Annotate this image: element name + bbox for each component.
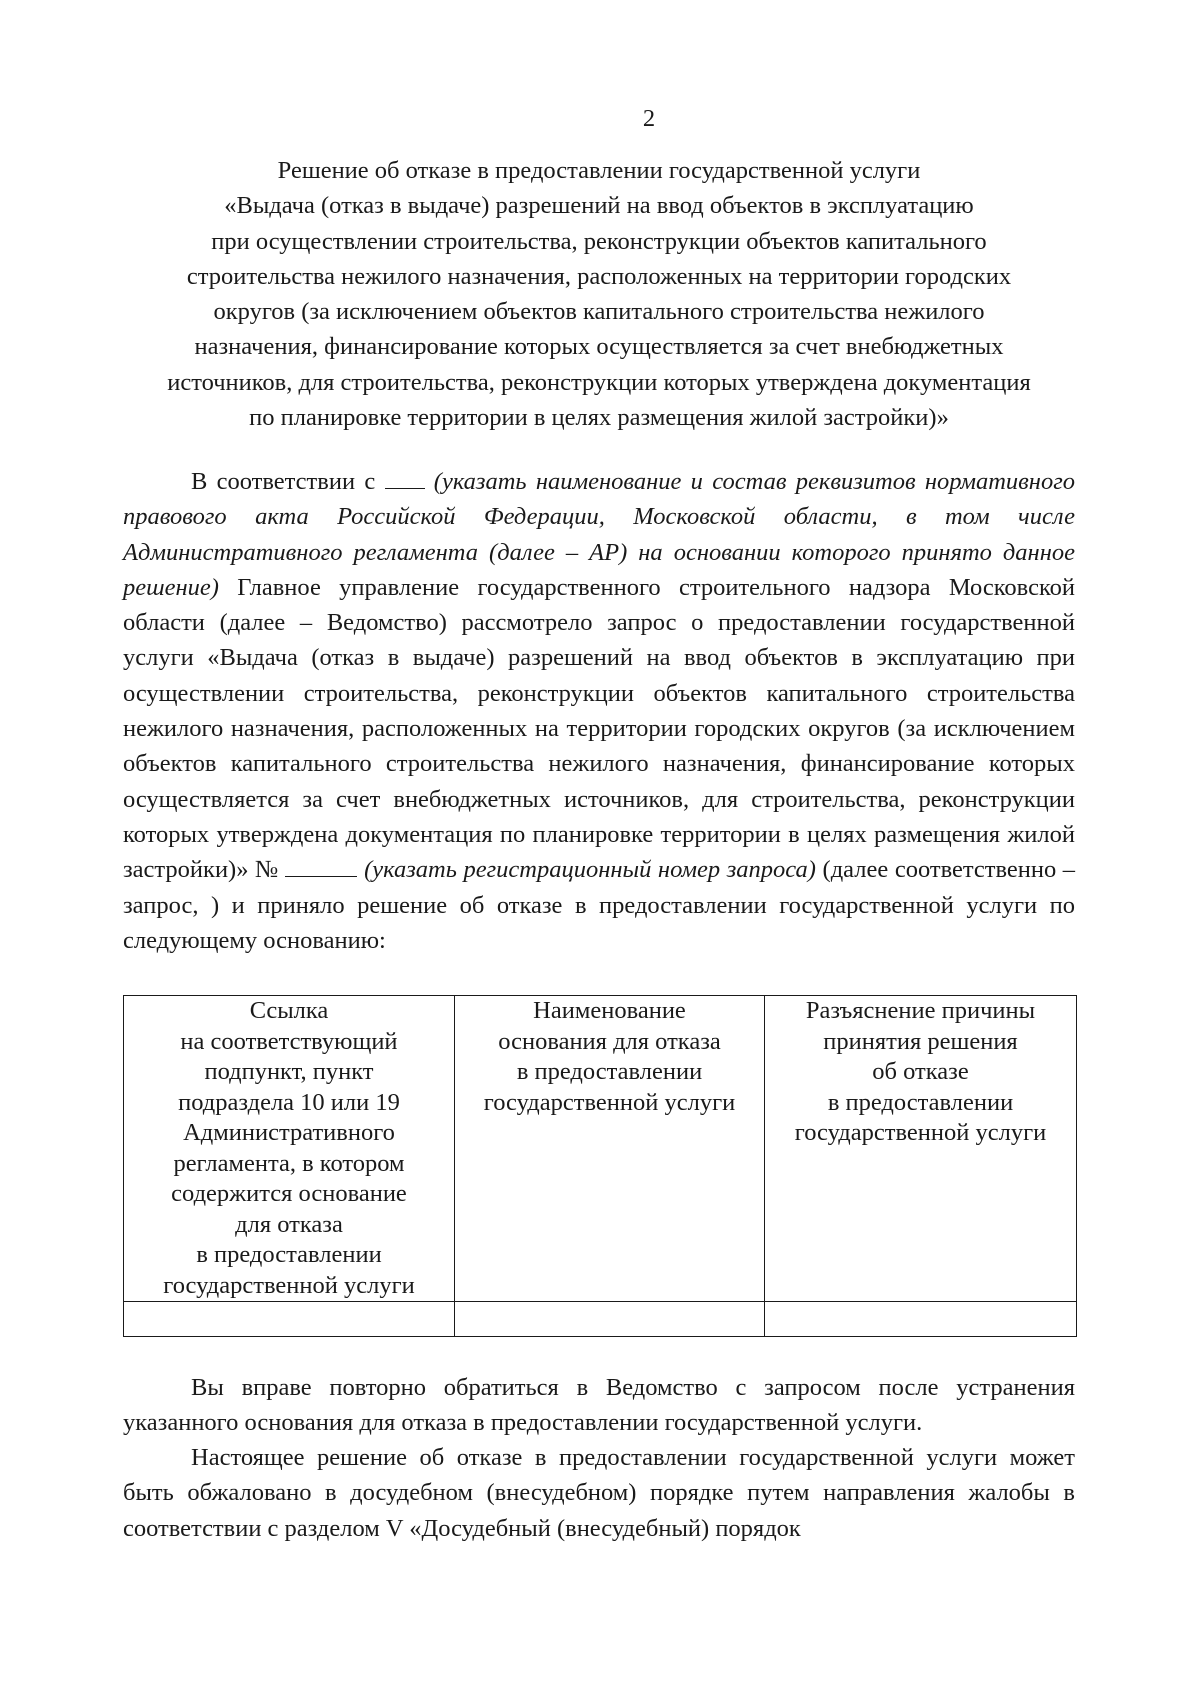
title-line: Решение об отказе в предоставлении государственной услуги [277, 157, 921, 184]
blank-legal-act [385, 466, 425, 489]
page-number: 2 [642, 105, 656, 132]
document-title [123, 153, 1075, 435]
title-line: округов (за исключением объектов капитального строительства нежилого [213, 298, 985, 326]
table-cell-empty [765, 1302, 1077, 1337]
repeat-request-paragraph: Вы вправе повторно обратиться в Ведомство с запросом после устранения указанного основания для отказа в предоставлении государственной услуги. [123, 1374, 1075, 1437]
header-cell-reason-name: Наименование основания для отказа в предоставлении государственной услуги [455, 996, 765, 1302]
title-line: по планировке территории в целях размещения жилой застройки)» [249, 404, 949, 432]
title-line: источников, для строительства, реконструкции которых утверждена документация [167, 368, 1031, 396]
intro-paragraph [123, 464, 1075, 958]
table-cell-empty [455, 1302, 765, 1337]
refusal-reasons-table [123, 995, 1077, 1337]
intro-text-3: (далее соответственно – запрос, ) и приняло решение об отказе в предоставлении государственной услуги по следующему основанию: [123, 856, 1076, 954]
blank-request-number [285, 854, 357, 877]
table-header-row [124, 996, 1077, 1302]
appeal-paragraph: Настоящее решение об отказе в предоставлении государственной услуги может быть обжаловано в досудебном (внесудебном) порядке путем направления жалобы в соответствии с разделом V «Досудебный (внесудебный) порядок [123, 1444, 1075, 1542]
header-cell-explanation: Разъяснение причины принятия решения об отказе в предоставлении государственной услуги [765, 996, 1077, 1302]
intro-text-2: Главное управление государственного строительного надзора Московской области (далее – Ведомство) рассмотрело запрос о предоставлении государственной услуги «Выдача (отказ в выдаче) разрешений на ввод объектов в эксплуатацию при осуществлении строительства, реконструкции объектов капитального строительства нежилого назначения, расположенных на территории городских округов (за исключением объектов капитального строительства нежилого назначения, финансирование которых осуществляется за счет внебюджетных источников, для строительства, реконструкции которых утверждена документация по планировке территории в целях размещения жилой застройки)» № [123, 573, 1075, 884]
title-line: «Выдача (отказ в выдаче) разрешений на ввод объектов в эксплуатацию [224, 192, 974, 220]
table-row [124, 1302, 1077, 1337]
intro-italic-hint-2: (указать регистрационный номер запроса) [364, 856, 816, 884]
intro-text-1: В соответствии с [191, 468, 376, 495]
title-line: при осуществлении строительства, реконструкции объектов капитального [211, 227, 987, 255]
title-line: строительства нежилого назначения, расположенных на территории городских [186, 262, 1012, 290]
table-cell-empty [124, 1302, 455, 1337]
title-line: назначения, финансирование которых осуществляется за счет внебюджетных [194, 333, 1004, 361]
intro-italic-hint-1: (указать наименование и состав реквизитов нормативного правового акта Российской Федерации, Московской области, в том числе Административного регламента (далее – АР) на основании которого принято данное решение) [123, 468, 1076, 601]
header-cell-reference: Ссылка на соответствующий подпункт, пункт подраздела 10 или 19 Административного регламента, в котором содержится основание для отказа в предоставлении государственной услуги [124, 996, 455, 1302]
